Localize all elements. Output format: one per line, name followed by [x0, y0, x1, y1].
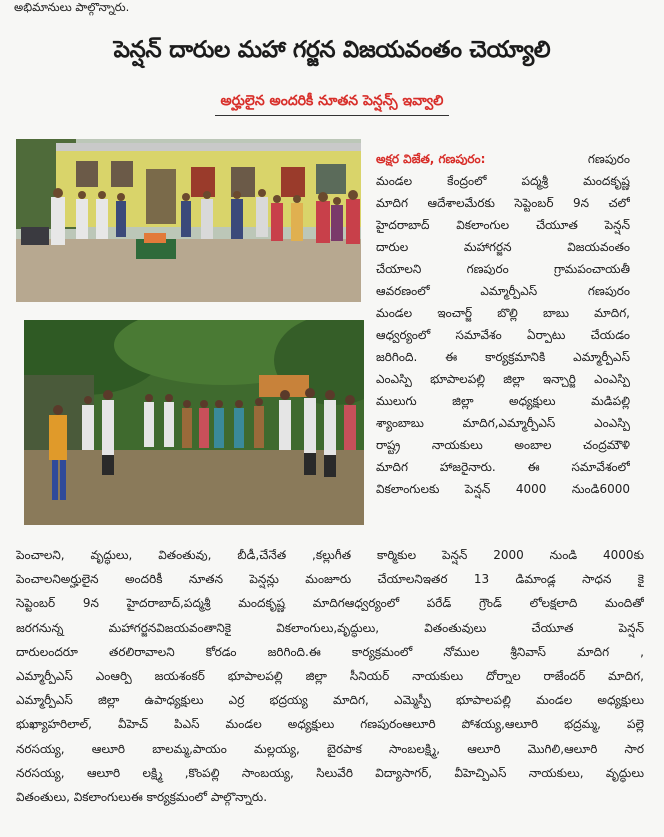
headline: పెన్షన్ దారుల మహా గర్జన విజయవంతం చెయ్యాలి: [113, 37, 551, 63]
full-width-line: దారులందరూ తరలిరావాలని కోరడం జరిగింది.ఈ కార్యక్రమంలో నోముల శ్రీనివాస్ మాదిగ ,: [16, 644, 644, 659]
full-width-line: ఎమ్మార్పీఎస్ ఎంఆర్పి జయశంకర్ భూపాలపల్లి జిల్లా సీనియర్ నాయకులు దోర్నాల రాజేందర్ మాదిగ,: [16, 669, 644, 683]
photo-meeting-at-building: [16, 139, 361, 302]
column-line: చేయాలని గణపురం గ్రామపంచాయతీ: [376, 262, 630, 276]
full-width-line: నరసయ్య, ఆలూరి లక్ష్మి ,కొంపల్లి సాంబయ్య, సిలువేరి విద్యాసాగర్, వీహెచ్పిఎస్ నాయకులు, వృద్ధులు: [16, 765, 644, 780]
column-line: వికలాంగులకు పెన్షన్ 4000 నుండి6000: [376, 482, 630, 496]
full-width-line: నరసయ్య, ఆలూరి బాలమ్మ,పాయం మల్లయ్య, బైరపాక సాంబలక్ష్మి, ఆలూరి మొగిలి,ఆలూరి సార: [16, 741, 644, 756]
column-line: మండల కేంద్రంలో పద్మశ్రీ మందకృష్ణ: [376, 174, 630, 188]
column-line: దారుల మహాగర్జన విజయవంతం: [376, 240, 630, 254]
full-width-line: పెంచాలని, వృద్ధులు, వితంతువు, బీడీ,చేనేత ,కల్లుగీత కార్మికుల పెన్షన్ 2000 నుండి 4000కు: [16, 548, 644, 562]
full-width-line: వితంతులు, వికలాంగులుఈ కార్యక్రమంలో పాల్గొన్నారు.: [16, 790, 268, 804]
full-width-line: పెంచాలనిఅర్హులైన అందరికీ నూతన పెన్షన్లు మంజూరు చేయాలనిఇతర 13 డిమాండ్ల సాధన కై: [16, 572, 644, 587]
photo-gathering-outdoors: [24, 320, 364, 525]
column-line: మాదిగ ఆదేశాలమేరకు సెప్టెంబర్ 9న చలో: [376, 196, 630, 210]
full-width-line: సెప్టెంబర్ 9న హైదరాబాద్,పద్మశ్రీ మందకృష్ణ మాదిగఆధ్వర్యంలో పరేడ్ గ్రౌండ్ లోలక్షలాది మందితో: [16, 596, 644, 611]
column-line: హైదరాబాద్ వికలాంగుల చేయూత పెన్షన్: [376, 218, 630, 232]
column-line: జరిగింది. ఈ కార్యక్రమానికి ఎమ్మార్పీఎస్: [376, 350, 630, 364]
subheadline-wrapper: [0, 90, 664, 116]
column-line: గణపురం: [587, 152, 630, 166]
column-line: ఆధ్వర్యంలో సమావేశం ఏర్పాటు చేయడం: [376, 328, 630, 342]
column-line: మాదిగ హాజరైనారు. ఈ సమావేశంలో: [376, 460, 630, 474]
photo-illustration: [16, 139, 361, 302]
full-width-line: భుఖ్యాహరిలాల్, వీహెచ్ పిఎస్ మండల అధ్యక్షులు గణపురంఆలూరి పోశయ్య,ఆలూరి భద్రమ్మ, పల్లె: [16, 717, 644, 732]
column-line: రాష్ట్ర నాయకులు అంబాల చంద్రమౌళి: [376, 438, 630, 452]
column-line: మండల ఇంచార్జ్ బొల్లి బాబు మాదిగ,: [376, 306, 630, 320]
column-line: ములుగు జిల్లా అధ్యక్షులు మడిపల్లి: [376, 394, 630, 408]
photo-illustration: [24, 320, 364, 525]
previous-article-fragment: అభిమానులు పాల్గొన్నారు.: [14, 0, 130, 14]
full-width-line: ఎమ్మార్పీఎస్ జిల్లా ఉపాధ్యక్షులు ఎర్ర భద్రయ్య మాదిగ, ఎమ్మెస్పీ భూపాలపల్లి మండల అధ్యక్షులు: [16, 693, 644, 708]
column-line: ఎంఎస్పి భూపాలపల్లి జిల్లా ఇన్చార్జి ఎంఎస్పి: [376, 372, 630, 386]
subheadline: అర్హులైన అందరికీ నూతన పెన్షన్స్ ఇవ్వాలి: [215, 90, 450, 116]
column-line: శ్యాంబాబు మాదిగ,ఎమ్మార్పీఎస్ ఎంఎస్పి: [376, 416, 630, 430]
column-line: ఆవరణంలో ఎమ్మార్పీఎస్ గణపురం: [376, 284, 630, 298]
dateline: అక్షర విజేత, గణపురం:: [376, 152, 486, 166]
full-width-line: జరగనున్న మహాగర్జనవిజయవంతానికై వికలాంగులు,వృద్ధులు, వితంతువులు చేయూత పెన్షన్: [16, 620, 644, 635]
